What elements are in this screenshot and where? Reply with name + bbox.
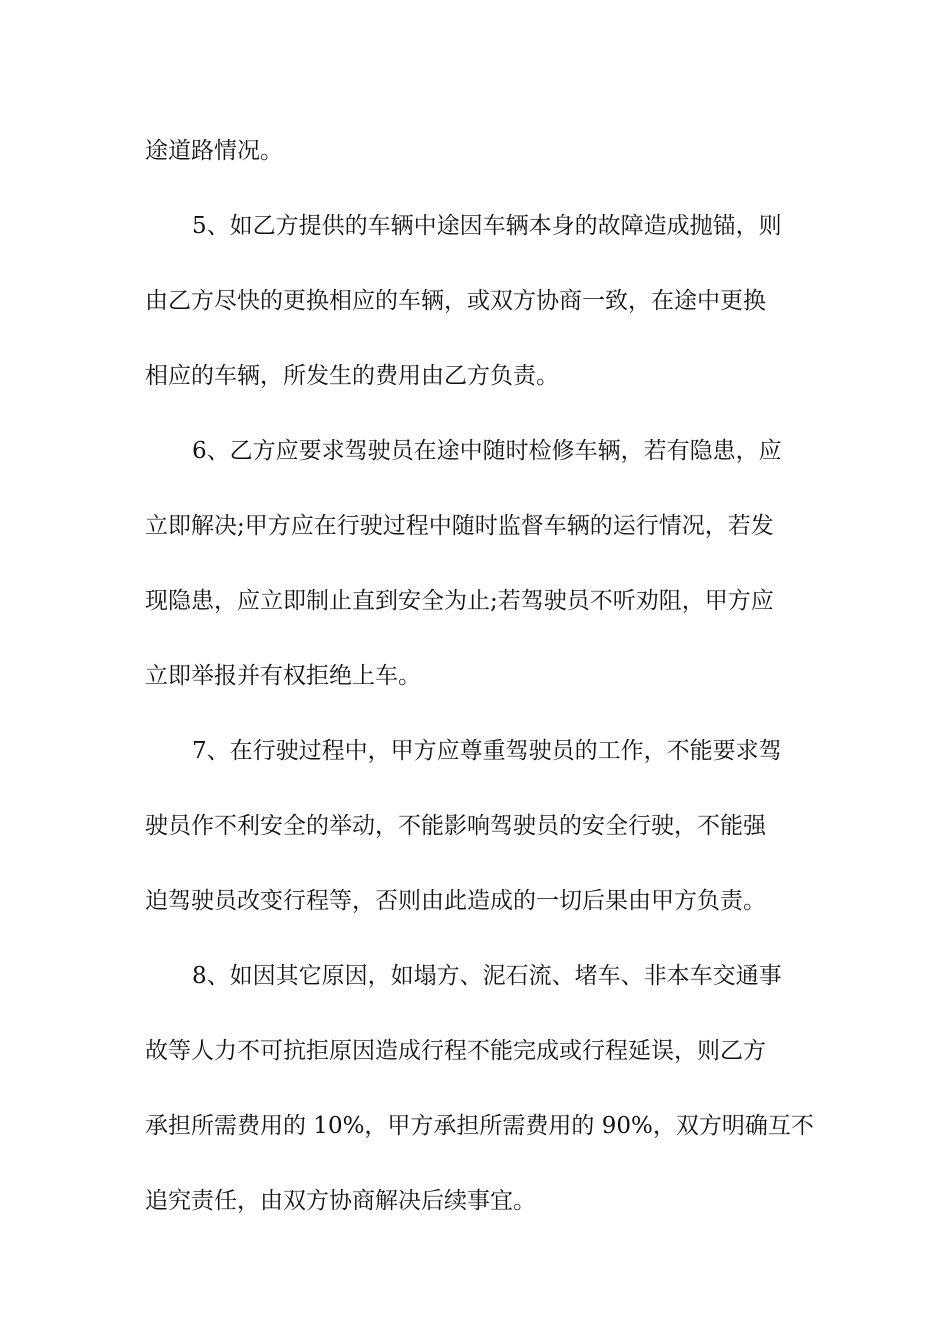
text-line: 途道路情况。 bbox=[145, 138, 283, 164]
text-line: 由乙方尽快的更换相应的车辆，或双方协商一致，在途中更换 bbox=[145, 288, 766, 314]
text-line: 驶员作不利安全的举动，不能影响驾驶员的安全行驶，不能强 bbox=[145, 813, 766, 839]
text-line: 8、如因其它原因，如塌方、泥石流、堵车、非本车交通事 bbox=[192, 963, 782, 989]
text-line: 迫驾驶员改变行程等，否则由此造成的一切后果由甲方负责。 bbox=[145, 888, 766, 914]
text-line: 现隐患，应立即制止直到安全为止;若驾驶员不听劝阻，甲方应 bbox=[145, 588, 774, 614]
text-line: 7、在行驶过程中，甲方应尊重驾驶员的工作，不能要求驾 bbox=[192, 738, 782, 764]
text-line: 相应的车辆，所发生的费用由乙方负责。 bbox=[145, 363, 559, 389]
text-line: 承担所需费用的 10%，甲方承担所需费用的 90%，双方明确互不 bbox=[145, 1113, 814, 1139]
text-line: 追究责任，由双方协商解决后续事宜。 bbox=[145, 1188, 536, 1214]
text-line: 故等人力不可抗拒原因造成行程不能完成或行程延误，则乙方 bbox=[145, 1038, 766, 1064]
text-line: 立即解决;甲方应在行驶过程中随时监督车辆的运行情况，若发 bbox=[145, 513, 774, 539]
text-line: 5、如乙方提供的车辆中途因车辆本身的故障造成抛锚，则 bbox=[192, 213, 782, 239]
text-line: 立即举报并有权拒绝上车。 bbox=[145, 663, 421, 689]
text-line: 6、乙方应要求驾驶员在途中随时检修车辆，若有隐患，应 bbox=[192, 438, 782, 464]
